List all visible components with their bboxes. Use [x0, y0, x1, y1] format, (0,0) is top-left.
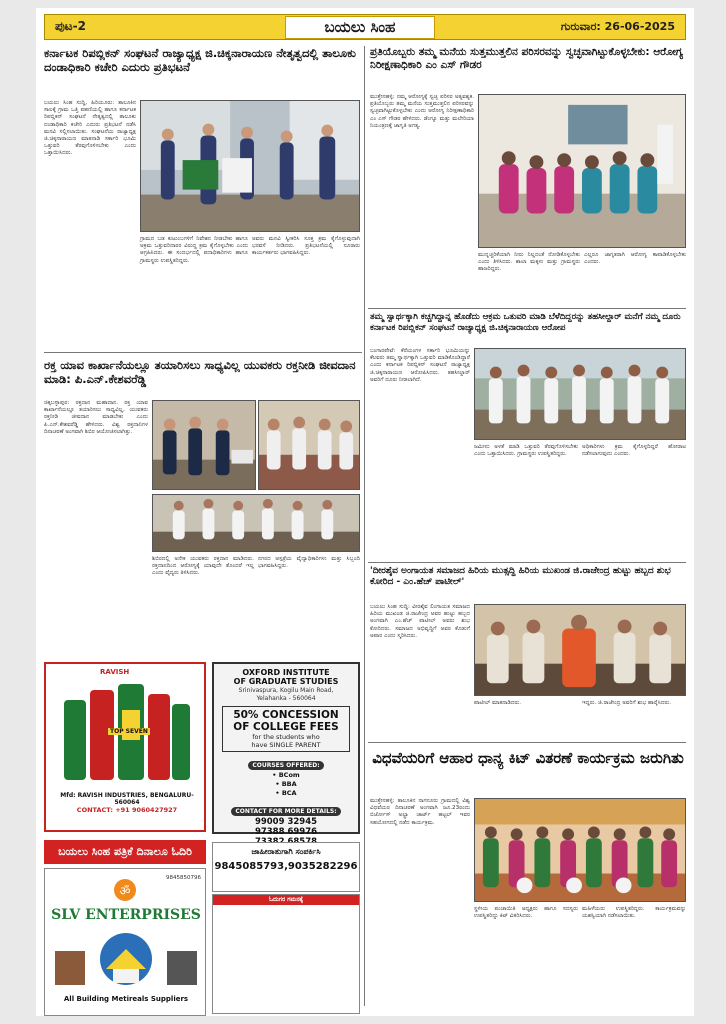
- slv-advertisement: [44, 868, 206, 1016]
- course-bca: • BCA: [275, 789, 297, 797]
- article-2-column-3: [584, 252, 686, 304]
- headline-article-6: ವಿಧವೆಯರಿಗೆ ಆಹಾರ ಧಾನ್ಯ ಕಿಟ್ ವಿತರಣೆ ಕಾರ್ಯಕ್ರಮ ಜರುಗಿತು: [372, 749, 684, 767]
- article-1-text-1: ಬಯಲು ಸಿಂಹ ಸುದ್ದಿ, ಹಿರಿಯೂರು: ತಾಲೂಕಿನ ಸಾಲಕ್ಕೆ ಗ್ರಾಮ ಒತ್ತಿ ಪಹಣಿಯಲ್ಲಿ ಹಾಗೂ ಕರ್ನಾಟಕ ರಿಪಬ್ಲಿಕನ್ ಸಂಘಟನೆ ನೇತೃತ್ವದಲ್ಲಿ ತಾಲೂಕು ದಂಡಾಧಿಕಾರಿ ಕಚೇರಿ ಎದುರು ಪ್ರತಿಭಟನೆ ನಡೆಸಿ ಮನವಿ ಸಲ್ಲಿಸಲಾಯಿತು. ಸಂಘಟನೆಯ ರಾಜ್ಯಾಧ್ಯಕ್ಷ ಜಿ.ಚಿಕ್ಕನಾರಾಯಣ ಮಾತನಾಡಿ ಸರ್ಕಾರಿ ಭೂಮಿ ಒತ್ತುವರಿ ತೆರವುಗೊಳಿಸಬೇಕು ಎಂದು ಒತ್ತಾಯಿಸಿದರು.: [44, 100, 136, 157]
- divider-right-1: [368, 308, 686, 309]
- headline-article-4: ತಮ್ಮ ಸ್ವಾರ್ಥಕ್ಕಾಗಿ ಕಚ್ಚಗಿದ್ದಾನ್ನ ಹೊಡೆದು ಆಕ್ರಮ ಒತುವರಿ ಮಾಡಿ ಬೆಳೆದಿದ್ದರನ್ನು ತಹಸೀಲ್ದಾರ್ ಮನೆಗೆ ನಮ್ಮ ದೂರು ಕರ್ನಾಟಕ ರಿಪಬ್ಲಿಕನ್ ಸಂಘಟನೆ ರಾಜ್ಯಾಧ್ಯಕ್ಷ ಜಿ.ಚಿಕ್ಕನಾರಾಯಣ ಆರೋಪ: [370, 312, 681, 333]
- ravish-logo: RAVISH: [100, 668, 130, 676]
- ravish-manufacturer: Mfd: RAVISH INDUSTRIES, BENGALURU-560064: [60, 792, 194, 806]
- phone-2: 97388 69976: [254, 827, 318, 837]
- article-1-column-3: [252, 236, 360, 348]
- advertise-contact-box: [212, 842, 360, 892]
- article-6-column-1: [370, 798, 470, 1010]
- product-name: TOP SEVEN: [110, 728, 148, 735]
- issue-date: ಗುರುವಾರ: 26-06-2025: [560, 20, 675, 33]
- article-6-column-2: [474, 906, 578, 1010]
- oxford-offer-box: [222, 706, 350, 752]
- article-6-text-1: ಮುತ್ತೇನಹಳ್ಳಿ: ತಾಲೂಕಿನ ನಾಗನೂರು ಗ್ರಾಮದಲ್ಲಿ ವಿಶ್ವ ವಿಧವೆಯರ ದಿನಾಚರಣೆ ಅಂಗವಾಗಿ ಜೂ.23ರಂದು ಬಿರ್ಜೋಸ್ ಅಲ್ಟ್ರಾ ಚಾರ್ಟ್ ಹಟ್ಟಲ್ ಇವರ ಸಹಯೋಗದಲ್ಲಿ ನಡೆದ ಕಾರ್ಯಕ್ರಮ.: [370, 798, 470, 826]
- headline-article-2: ಪ್ರತಿಯೊಬ್ಬರು ತಮ್ಮ ಮನೆಯ ಸುತ್ತಮುತ್ತಲಿನ ಪರಿಸರವನ್ನು ಸ್ವಚ್ಛವಾಗಿಟ್ಟುಕೊಳ್ಳಬೇಕು: ಆರೋಗ್ಯ ನಿರೀಕ್ಷಣಾಧಿಕಾರಿ ಎಂ ಎಸ್ ಗೌಡರ: [370, 46, 683, 72]
- article-4-column-3: [582, 444, 686, 556]
- article-5-column-1: [370, 604, 470, 736]
- article-2-column-1: [370, 94, 474, 248]
- course-bcom: • BCom: [272, 771, 300, 779]
- offer-line-4: have SINGLE PARENT: [251, 741, 321, 749]
- article-1-photo: [140, 100, 360, 232]
- readers-notice: [212, 894, 360, 1014]
- article-2-text-2: ಮುನ್ನಚ್ಚರಿಕೆಯಾಗಿ ನೀರು ನಿಲ್ಲದಂತೆ ನೋಡಿಕೊಳ್ಳಬೇಕು ಎಂದು ತಿಳಿಸಿದರು. ಶಾಲಾ ಮಕ್ಕಳು ಮತ್ತು ಗ್ರಾಮಸ್ಥರು ಹಾಜರಿದ್ದರು.: [478, 252, 580, 273]
- article-6-text-2: ಸ್ಥಳೀಯ ಪಂಚಾಯಿತಿ ಅಧ್ಯಕ್ಷರು ಹಾಗೂ ಸದಸ್ಯರು ಉಪಸ್ಥಿತರಿದ್ದು ಕಿಟ್ ವಿತರಿಸಿದರು.: [474, 906, 578, 920]
- article-1-text-2: ಗ್ರಾಮದ ಬಡ ಕುಟುಂಬಗಳಿಗೆ ನಿವೇಶನ ನೀಡಬೇಕು ಹಾಗೂ ಅಕ್ರಮ ಒತ್ತುವರಿದಾರರ ವಿರುದ್ಧ ಕ್ರಮ ಕೈಗೊಳ್ಳಬೇಕು ಎಂದು ಆಗ್ರಹಿಸಿದರು. ಈ ಸಂದರ್ಭದಲ್ಲಿ ಪದಾಧಿಕಾರಿಗಳು ಹಾಗೂ ಗ್ರಾಮಸ್ಥರು ಉಪಸ್ಥಿತರಿದ್ದರು.: [140, 236, 248, 264]
- offer-line-3: for the students who: [252, 733, 320, 741]
- article-5-text-1: ಬಯಲು ಸಿಂಹ ಸುದ್ದಿ: ವೀರಶೈವ ಲಿಂಗಾಯತ ಸಮಾಜದ ಹಿರಿಯ ಮುಖಂಡ ಜಿ.ರಾಜೇಂದ್ರ ಅವರ ಹುಟ್ಟು ಹಬ್ಬದ ಅಂಗವಾಗಿ ಎಂ.ಹೆಚ್ ಪಾಟೀಲ್ ಅವರು ಶುಭ ಕೋರಿದರು. ಸಮಾಜದ ಅಭಿವೃದ್ಧಿಗೆ ಅವರ ಕೊಡುಗೆ ಅಪಾರ ಎಂದು ಸ್ಮರಿಸಿದರು.: [370, 604, 470, 639]
- slv-name: SLV ENTERPRISES: [51, 907, 201, 923]
- ravish-advertisement: [44, 662, 206, 832]
- newspaper-page: [36, 8, 694, 1016]
- article-4-column-1: [370, 348, 470, 556]
- headline-article-3: ರಕ್ತ ಯಾವ ಕಾರ್ಖಾನೆಯಲ್ಲೂ ತಯಾರಿಸಲು ಸಾಧ್ಯವಿಲ್ಲ ಯುವಕರು ರಕ್ತನೀಡಿ ಜೀವದಾನ ಮಾಡಿ: ಪಿ.ಎನ್.ಕೇಶವರೆಡ್ಡಿ: [44, 358, 356, 387]
- om-symbol-icon: [105, 877, 145, 903]
- headline-article-1: ಕರ್ನಾಟಕ ರಿಪಬ್ಲಿಕನ್ ಸಂಘಟನೆ ರಾಜ್ಯಾಧ್ಯಕ್ಷ ಜಿ.ಚಿಕ್ಕನಾರಾಯಣ ನೇತೃತ್ವದಲ್ಲಿ ತಾಲೂಕು ದಂಡಾಧಿಕಾರಿ ಕಚೇರಿ ಎದುರು ಪ್ರತಿಭಟನೆ: [44, 46, 356, 75]
- contact-label: CONTACT FOR MORE DETAILS:: [231, 807, 340, 816]
- offer-line-2: OF COLLEGE FEES: [233, 721, 339, 733]
- oxford-advertisement: [212, 662, 360, 837]
- divider-right-2: [368, 562, 686, 563]
- slv-tagline: All Building Metireals Suppliers: [63, 995, 189, 1003]
- oxford-city: Yelahanka - 560064: [256, 695, 316, 702]
- article-5-text-3: ಇದ್ದರು. ಜಿ.ರಾಜೇಂದ್ರ ಅವರಿಗೆ ಶುಭ ಹಾರೈಸಿದರು.: [582, 700, 672, 706]
- article-2-column-2: [478, 252, 580, 304]
- page-number: ಪುಟ-2: [55, 19, 86, 33]
- article-2-photo: [478, 94, 686, 248]
- article-5-column-3: [582, 700, 686, 736]
- divider-left-1: [44, 352, 362, 353]
- svg-text:ॐ: ॐ: [119, 884, 131, 898]
- divider-right-3: [368, 742, 686, 743]
- article-2-text-3: ಎಲ್ಲರೂ ಜಾಗೃತರಾಗಿ ಆರೋಗ್ಯ ಕಾಪಾಡಿಕೊಳ್ಳಬೇಕು ಎಂದರು.: [584, 252, 686, 266]
- course-bba: • BBA: [275, 780, 297, 788]
- advertise-title: ಜಾಹೀರಾತುಗಾಗಿ ಸಂಪರ್ಕಿಸಿ: [251, 847, 321, 856]
- article-4-text-2: ಜಮೀನು ಅಳತೆ ಮಾಡಿ ಒತ್ತುವರಿ ತೆರವುಗೊಳಿಸಬೇಕು ಎಂದು ಒತ್ತಾಯಿಸಿದರು. ಗ್ರಾಮಸ್ಥರು ಉಪಸ್ಥಿತರಿದ್ದರು.: [474, 444, 578, 458]
- article-3-text-1: ಚಿಕ್ಕಬಳ್ಳಾಪುರ: ರಕ್ತದಾನ ಮಹಾದಾನ. ರಕ್ತ ಯಾವ ಕಾರ್ಖಾನೆಯಲ್ಲೂ ತಯಾರಿಸಲು ಸಾಧ್ಯವಿಲ್ಲ, ಯುವಕರು ರಕ್ತನೀಡಿ ಜೀವದಾನ ಮಾಡಬೇಕು ಎಂದು ಪಿ.ಎನ್.ಕೇಶವರೆಡ್ಡಿ ಹೇಳಿದರು. ವಿಶ್ವ ರಕ್ತದಾನಿಗಳ ದಿನಾಚರಣೆ ಅಂಗವಾಗಿ ಶಿಬಿರ ಆಯೋಜಿಸಲಾಗಿತ್ತು.: [44, 400, 148, 435]
- advertise-numbers: 9845085793,9035282296: [214, 861, 358, 872]
- article-5-column-2: [474, 700, 578, 736]
- article-6-photo: [474, 798, 686, 902]
- article-3-photo-3: [152, 494, 360, 552]
- phone-1: 99009 32945: [254, 817, 318, 827]
- article-3-photo-1: [152, 400, 256, 490]
- article-1-column-1: [44, 100, 136, 348]
- article-3-text-2: ಶಿಬಿರದಲ್ಲಿ ಅನೇಕ ಯುವಕರು ರಕ್ತದಾನ ಮಾಡಿದರು. ರಕ್ತದಾನದಿಂದ ಆರೋಗ್ಯಕ್ಕೆ ಯಾವುದೇ ತೊಂದರೆ ಇಲ್ಲ ಎಂದು ವೈದ್ಯರು ತಿಳಿಸಿದರು.: [152, 556, 254, 577]
- oxford-address: Srinivaspura, Kogilu Main Road,: [238, 687, 334, 694]
- article-4-photo: [474, 348, 686, 440]
- paper-title: ಬಯಲು ಸಿಂಹ: [285, 16, 435, 39]
- article-3-column-1: [44, 400, 148, 654]
- article-2-text-1: ಮುತ್ತೇನಹಳ್ಳಿ: ನಮ್ಮ ಆರೋಗ್ಯಕ್ಕೆ ಸ್ವಚ್ಛ ಪರಿಸರ ಅತ್ಯವಶ್ಯಕ. ಪ್ರತಿಯೊಬ್ಬರು ತಮ್ಮ ಮನೆಯ ಸುತ್ತಮುತ್ತಲಿನ ಪರಿಸರವನ್ನು ಸ್ವಚ್ಛವಾಗಿಟ್ಟುಕೊಳ್ಳಬೇಕು ಎಂದು ಆರೋಗ್ಯ ನಿರೀಕ್ಷಣಾಧಿಕಾರಿ ಎಂ ಎಸ್ ಗೌಡರ ಹೇಳಿದರು. ಡೆಂಗ್ಯೂ ಮತ್ತು ಮಲೇರಿಯಾ ನಿಯಂತ್ರಣಕ್ಕೆ ಜಾಗೃತಿ ಅಗತ್ಯ.: [370, 94, 474, 129]
- article-3-column-2: [152, 556, 254, 654]
- oxford-title: OXFORD INSTITUTE: [242, 668, 330, 677]
- read-daily-banner: ಬಯಲು ಸಿಂಹ ಪತ್ರಿಕೆ ದಿನಾಲೂ ಓದಿರಿ: [44, 840, 206, 864]
- article-6-text-3: ಮಹಿಳೆಯರು ಉಪಸ್ಥಿತರಿದ್ದರು. ಕಾರ್ಯಕ್ರಮವನ್ನು ಯಶಸ್ವಿಯಾಗಿ ನಡೆಸಲಾಯಿತು.: [582, 906, 686, 920]
- courses-label: COURSES OFFERED:: [248, 761, 323, 770]
- notice-title: ಓದುಗರ ಗಮನಕ್ಕೆ: [213, 895, 359, 905]
- column-divider: [364, 46, 365, 1006]
- article-1-text-3: ಅವರು ಮನವಿ ಸ್ವೀಕರಿಸಿ ಸೂಕ್ತ ಕ್ರಮ ಕೈಗೊಳ್ಳುವುದಾಗಿ ಭರವಸೆ ನೀಡಿದರು. ಪ್ರತಿಭಟನೆಯಲ್ಲಿ ನೂರಾರು ಕಾರ್ಯಕರ್ತರು ಭಾಗವಹಿಸಿದ್ದರು.: [252, 236, 360, 257]
- article-3-photo-2: [258, 400, 360, 490]
- slv-contact: 9845850796: [166, 875, 201, 881]
- headline-article-5: 'ದೀರಶೈವ ಅಂಗಾಯತ ಸಮಾಜದ ಹಿರಿಯ ಮುತ್ಸದ್ದಿ ಹಿರಿಯ ಮುಖಂಡ ಜಿ.ರಾಜೇಂದ್ರ ಹುಟ್ಟು ಹಬ್ಬದ ಶುಭ ಕೋರಿದ - ಎಂ.ಹೆಚ್ ಪಾಟೀಲ್': [370, 566, 671, 588]
- offer-line-1: 50% CONCESSION: [233, 709, 339, 721]
- article-4-column-2: [474, 444, 578, 556]
- building-materials-image: [51, 929, 201, 993]
- article-1-column-2: [140, 236, 248, 348]
- article-4-text-3: ಅಧಿಕಾರಿಗಳು ಕ್ರಮ ಕೈಗೊಳ್ಳದಿದ್ದರೆ ಹೋರಾಟ ನಡೆಸಲಾಗುವುದು ಎಂದರು.: [582, 444, 686, 458]
- article-5-text-2: ಪಾಟೀಲ್ ಮಾತನಾಡಿದರು.: [474, 700, 522, 706]
- masthead: [44, 14, 686, 40]
- article-3-text-3: ನಗರದ ಆಸ್ಪತ್ರೆಯ ವೈದ್ಯಾಧಿಕಾರಿಗಳು ಮತ್ತು ಸಿಬ್ಬಂದಿ ಭಾಗವಹಿಸಿದ್ದರು.: [258, 556, 360, 570]
- article-6-column-3: [582, 906, 686, 1010]
- article-4-text-1: ಬಂಗಾರಪೇಟೆ: ಕೆರೆಯಂಗಳ ಸರ್ಕಾರಿ ಭೂಮಿಯನ್ನು ಕೆಲವರು ತಮ್ಮ ಸ್ವಾರ್ಥಕ್ಕಾಗಿ ಒತ್ತುವರಿ ಮಾಡಿಕೊಂಡಿದ್ದಾರೆ ಎಂದು ಕರ್ನಾಟಕ ರಿಪಬ್ಲಿಕನ್ ಸಂಘಟನೆ ರಾಜ್ಯಾಧ್ಯಕ್ಷ ಜಿ.ಚಿಕ್ಕನಾರಾಯಣ ಆರೋಪಿಸಿದರು. ತಹಸೀಲ್ದಾರ್ ಅವರಿಗೆ ದೂರು ನೀಡಲಾಗಿದೆ.: [370, 348, 470, 383]
- article-5-photo: [474, 604, 686, 696]
- article-3-column-3: [258, 556, 360, 654]
- ravish-contact: CONTACT: +91 9060427927: [76, 806, 178, 814]
- oxford-subtitle: OF GRADUATE STUDIES: [233, 677, 339, 686]
